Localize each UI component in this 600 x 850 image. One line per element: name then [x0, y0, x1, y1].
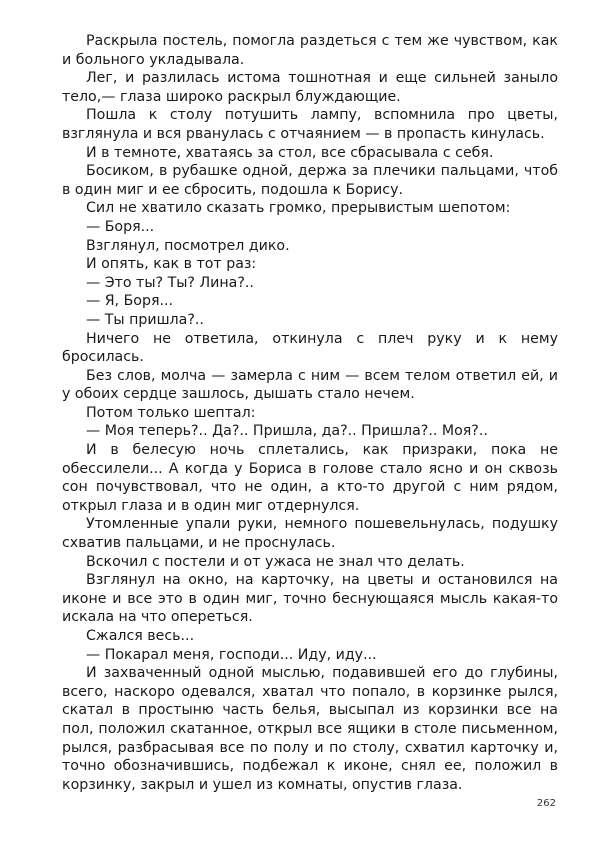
paragraph: Потом только шептал:	[86, 404, 256, 421]
paragraph: И в белесую ночь сплетались, как призраки, пока не обессилели... А когда у Бориса в голове стало ясно и он сквозь сон почувствовал, что не один, а кто-то другой с ним рядом, открыл глаза и в один миг отдернулся.	[62, 442, 558, 514]
paragraph: И в темноте, хватаясь за стол, все сбрасывала с себя.	[86, 144, 494, 161]
body-text	[62, 32, 558, 794]
paragraph: — Ты пришла?..	[86, 311, 204, 328]
paragraph: Пошла к столу потушить лампу, вспомнила про цветы, взглянула и вся рванулась с отчаянием — в пропасть кинулась.	[62, 107, 558, 142]
paragraph: — Покарал меня, господи... Иду, иду...	[86, 646, 377, 663]
paragraph: Сжался весь...	[86, 628, 195, 644]
paragraph: Без слов, молча — замерла с ним — всем телом ответил ей, и у обоих сердце зашлось, дышать стало нечем.	[62, 367, 558, 403]
paragraph: И захваченный одной мыслью, подавившей его до глубины, всего, наскоро одевался, хватал что попало, в корзинке рылся, скатал в простыню часть белья, высыпал из корзинки все на пол, положил скатанное, открыл все ящики в столе письменном, рылся, разбрасывая все по полу и по столу, схватил карточку и, точно обозначившись, подбежал к иконе, снял ее, положил в корзинку, закрыл и ушел из комнаты, опустив глаза.	[62, 665, 558, 793]
paragraph: — Это ты? Ты? Лина?..	[86, 274, 254, 291]
paragraph: — Я, Боря...	[86, 293, 174, 310]
paragraph: Ничего не ответила, откинула с плеч руку и к нему бросилась.	[62, 330, 558, 366]
paragraph: Лег, и разлилась истома тошнотная и еще сильней заныло тело,— глаза широко раскрыл блуждающие.	[62, 70, 558, 105]
paragraph: Утомленные упали руки, немного пошевельнулась, подушку схватив пальцами, и не проснулась.	[62, 516, 558, 552]
paragraph: Вскочил с постели и от ужаса не знал что делать.	[86, 553, 465, 570]
page-number: 262	[536, 798, 556, 809]
paragraph: И опять, как в тот раз:	[86, 256, 257, 273]
paragraph: Взглянул, посмотрел дико.	[86, 237, 290, 254]
paragraph: Босиком, в рубашке одной, держа за плечики пальцами, чтоб в один миг и ее сбросить, подошла к Борису.	[62, 163, 558, 198]
paragraph: — Боря...	[86, 218, 155, 235]
paragraph: Раскрыла постель, помогла раздеться с тем же чувством, как и больного укладывала.	[62, 33, 558, 68]
paragraph: — Моя теперь?.. Да?.. Пришла, да?.. Пришла?.. Моя?..	[86, 423, 488, 440]
paragraph: Сил не хватило сказать громко, прерывистым шепотом:	[86, 200, 511, 217]
paragraph: Взглянул на окно, на карточку, на цветы и остановился на иконе и все это в один миг, точно беснующаяся мысль какая-то искала на что опереться.	[62, 572, 558, 626]
